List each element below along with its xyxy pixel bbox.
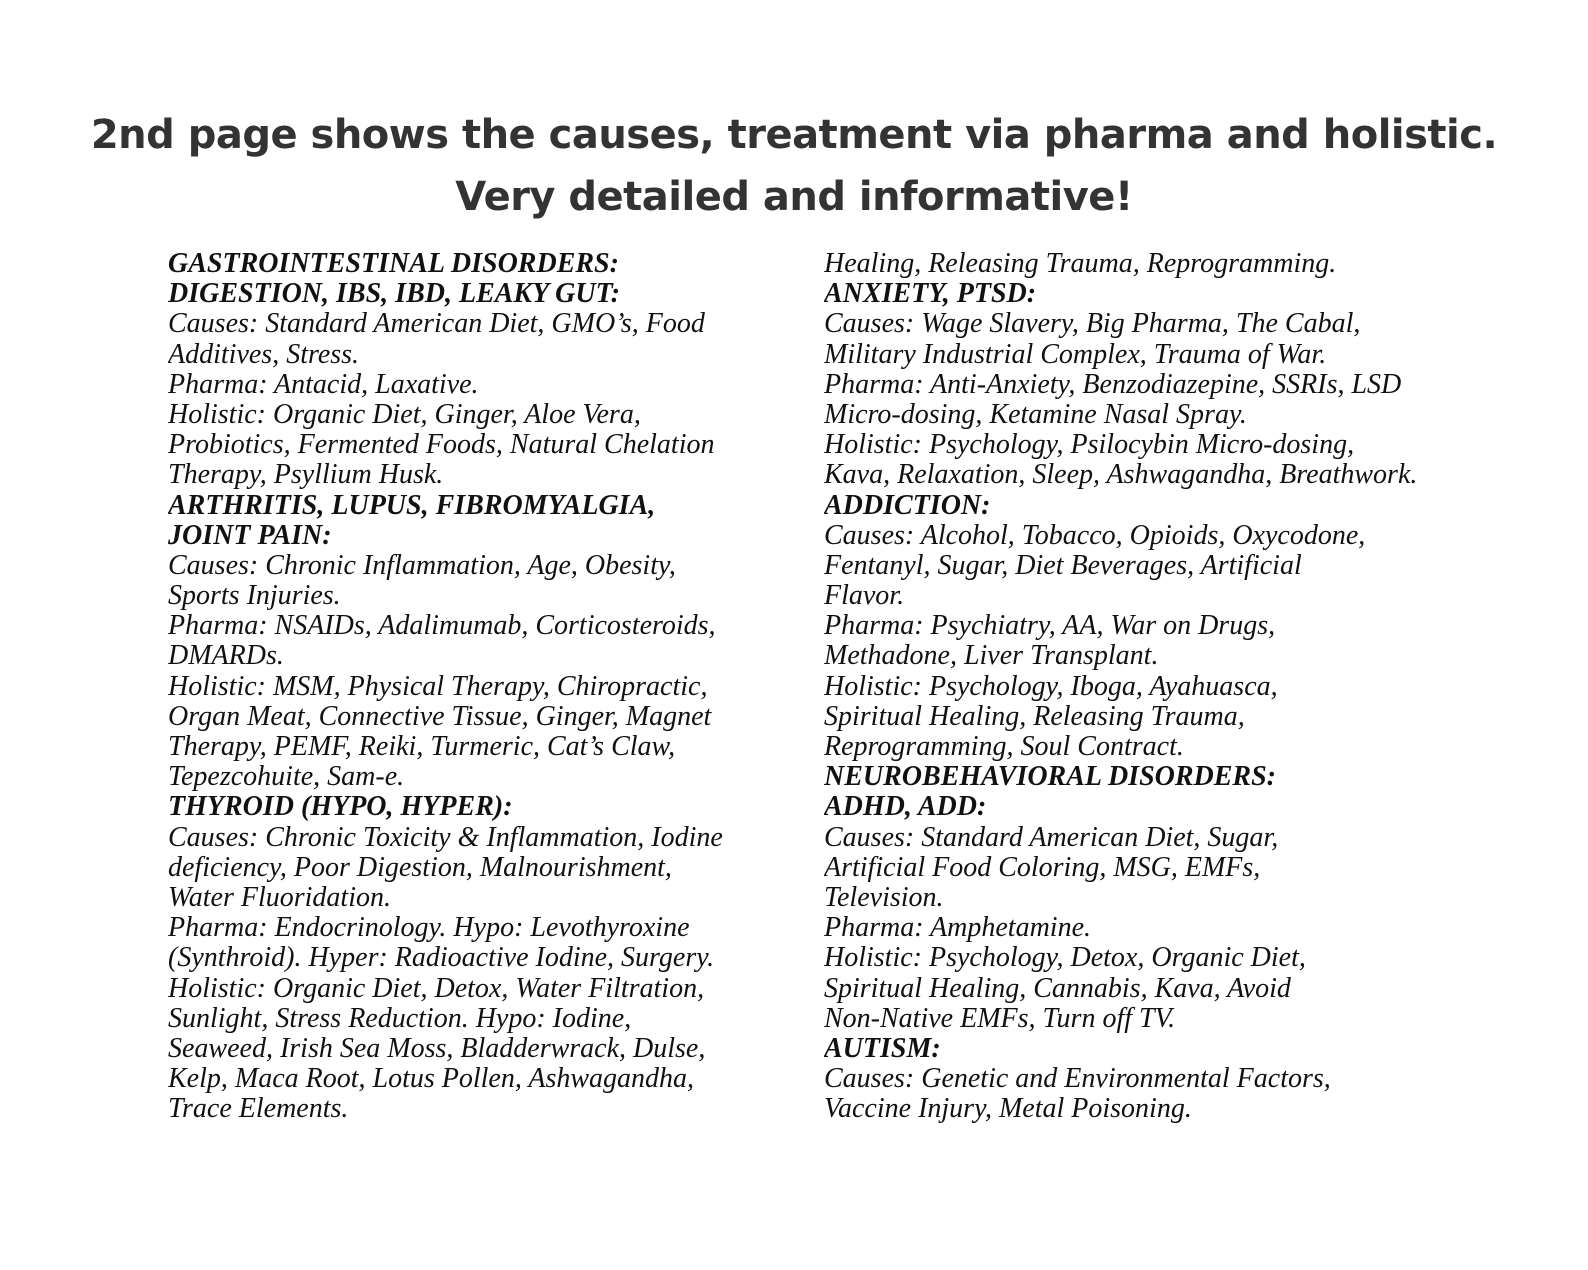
text-line: Additives, Stress. <box>168 338 360 370</box>
text-line: Spiritual Healing, Releasing Trauma, <box>824 700 1245 732</box>
headline-line-1: 2nd page shows the causes, treatment via pharma and holistic. <box>90 112 1498 158</box>
text-line: Therapy, Psyllium Husk. <box>168 459 444 491</box>
text-line: Holistic: MSM, Physical Therapy, Chiropractic, <box>168 670 708 702</box>
headline-line-2: Very detailed and informative! <box>455 174 1133 220</box>
text-line: Pharma: Anti-Anxiety, Benzodiazepine, SSRIs, LSD <box>824 368 1402 400</box>
text-line: Trace Elements. <box>168 1093 349 1125</box>
section-heading: ADHD, ADD: <box>824 791 987 823</box>
section-heading: ADDICTION: <box>824 489 991 521</box>
section-heading: DIGESTION, IBS, IBD, LEAKY GUT: <box>168 278 620 310</box>
text-line: Water Fluoridation. <box>168 881 391 913</box>
text-line: Causes: Standard American Diet, GMO’s, Food <box>168 308 705 340</box>
text-line: Pharma: Psychiatry, AA, War on Drugs, <box>824 610 1276 642</box>
text-line: Fentanyl, Sugar, Diet Beverages, Artificial <box>824 549 1302 581</box>
text-line: Vaccine Injury, Metal Poisoning. <box>824 1093 1192 1125</box>
text-line: Seaweed, Irish Sea Moss, Bladderwrack, Dulse, <box>168 1032 706 1064</box>
text-line: Causes: Genetic and Environmental Factors, <box>824 1063 1331 1095</box>
text-line: Holistic: Psychology, Psilocybin Micro-dosing, <box>824 429 1355 461</box>
text-line: Probiotics, Fermented Foods, Natural Chelation <box>168 429 715 461</box>
text-line: Holistic: Organic Diet, Ginger, Aloe Vera, <box>168 398 641 430</box>
text-line: Military Industrial Complex, Trauma of War. <box>824 338 1327 370</box>
section-heading: AUTISM: <box>824 1032 941 1064</box>
section-heading: GASTROINTESTINAL DISORDERS: <box>168 249 619 279</box>
text-line: Holistic: Organic Diet, Detox, Water Filtration, <box>168 972 705 1004</box>
text-line: Causes: Standard American Diet, Sugar, <box>824 821 1279 853</box>
text-line: Tepezcohuite, Sam-e. <box>168 761 405 793</box>
page-crop-edge <box>150 1125 1450 1145</box>
text-line: Spiritual Healing, Cannabis, Kava, Avoid <box>824 972 1291 1004</box>
text-line: Pharma: NSAIDs, Adalimumab, Corticosteroids, <box>168 610 716 642</box>
text-line: Micro-dosing, Ketamine Nasal Spray. <box>824 398 1247 430</box>
text-line: Methadone, Liver Transplant. <box>824 640 1159 672</box>
text-line: Flavor. <box>824 580 905 612</box>
document-right-column <box>824 249 1464 1129</box>
text-line: Non-Native EMFs, Turn off TV. <box>824 1002 1176 1034</box>
text-line: Organ Meat, Connective Tissue, Ginger, Magnet <box>168 700 712 732</box>
text-line: Pharma: Amphetamine. <box>824 912 1091 944</box>
text-line: Holistic: Psychology, Iboga, Ayahuasca, <box>824 670 1278 702</box>
section-heading: NEUROBEHAVIORAL DISORDERS: <box>824 761 1277 793</box>
text-line: Sports Injuries. <box>168 580 341 612</box>
text-line: Therapy, PEMF, Reiki, Turmeric, Cat’s Claw, <box>168 731 676 762</box>
text-line: Artificial Food Coloring, MSG, EMFs, <box>824 851 1261 883</box>
text-line: Causes: Chronic Inflammation, Age, Obesity, <box>168 549 676 581</box>
text-line: Television. <box>824 881 944 913</box>
text-line: Pharma: Endocrinology. Hypo: Levothyroxine <box>168 912 690 944</box>
text-line: Kelp, Maca Root, Lotus Pollen, Ashwagandha, <box>168 1063 695 1095</box>
document-left-column <box>168 249 798 1129</box>
section-heading: ARTHRITIS, LUPUS, FIBROMYALGIA, <box>168 489 656 521</box>
text-line: Causes: Chronic Toxicity & Inflammation, Iodine <box>168 821 723 853</box>
text-line: deficiency, Poor Digestion, Malnourishment, <box>168 851 672 883</box>
text-line: DMARDs. <box>168 640 284 672</box>
text-line: Sunlight, Stress Reduction. Hypo: Iodine, <box>168 1002 632 1034</box>
text-line: Causes: Wage Slavery, Big Pharma, The Cabal, <box>824 308 1361 340</box>
text-line: Pharma: Antacid, Laxative. <box>168 368 479 400</box>
text-line: Healing, Releasing Trauma, Reprogramming. <box>824 249 1337 279</box>
text-line: (Synthroid). Hyper: Radioactive Iodine, Surgery. <box>168 942 715 974</box>
headline <box>0 104 1588 228</box>
section-heading: THYROID (HYPO, HYPER): <box>168 791 513 823</box>
text-line: Causes: Alcohol, Tobacco, Opioids, Oxycodone, <box>824 519 1366 551</box>
section-heading: JOINT PAIN: <box>168 519 332 551</box>
text-line: Holistic: Psychology, Detox, Organic Diet, <box>824 942 1306 974</box>
text-line: Kava, Relaxation, Sleep, Ashwagandha, Breathwork. <box>824 459 1418 491</box>
text-line: Reprogramming, Soul Contract. <box>824 731 1184 762</box>
section-heading: ANXIETY, PTSD: <box>824 278 1037 310</box>
